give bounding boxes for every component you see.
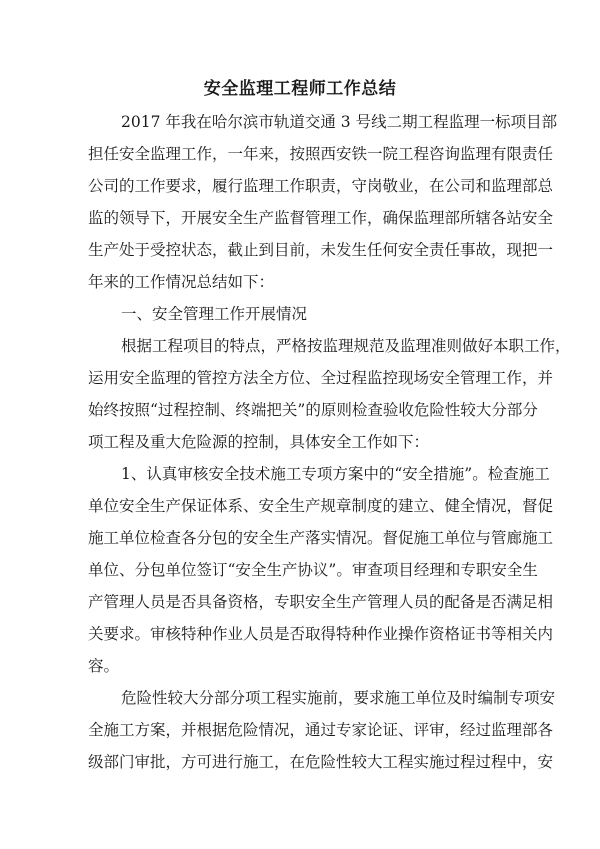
section-heading: 一、安全管理工作开展情况: [121, 305, 308, 323]
paragraph-line: 运用安全监理的管控方法全方位、全过程监控现场安全管理工作，并: [88, 369, 554, 387]
paragraph-line: 单位安全生产保证体系、安全生产规章制度的建立、健全情况，督促: [88, 497, 554, 515]
document-title: 安全监理工程师工作总结: [203, 79, 397, 99]
paragraph-line: 担任安全监理工作，一年来，按照西安铁一院工程咨询监理有限责任: [88, 145, 554, 163]
paragraph-line: 全施工方案，并根据危险情况，通过专家论证、评审，经过监理部各: [88, 721, 554, 739]
paragraph-line: 公司的工作要求，履行监理工作职责，守岗敬业，在公司和监理部总: [88, 177, 554, 195]
paragraph-line: 1、认真审核安全技术施工专项方案中的“安全措施”。检查施工: [121, 465, 550, 483]
paragraph-line: 容。: [88, 657, 120, 675]
paragraph-line: 年来的工作情况总结如下：: [88, 273, 275, 291]
paragraph-line: 根据工程项目的特点，严格按监理规范及监理准则做好本职工作，: [121, 337, 571, 355]
paragraph-line: 2017 年我在哈尔滨市轨道交通 3 号线二期工程监理一标项目部: [121, 113, 558, 131]
paragraph-line: 监的领导下，开展安全生产监督管理工作，确保监理部所辖各站安全: [88, 209, 554, 227]
paragraph-line: 施工单位检查各分包的安全生产落实情况。督促施工单位与管廊施工: [88, 529, 554, 547]
paragraph-line: 关要求。审核特种作业人员是否取得特种作业操作资格证书等相关内: [88, 625, 554, 643]
paragraph-line: 危险性较大分部分项工程实施前，要求施工单位及时编制专项安: [121, 689, 556, 707]
paragraph-line: 项工程及重大危险源的控制，具体安全工作如下：: [88, 433, 430, 451]
paragraph-line: 级部门审批，方可进行施工，在危险性较大工程实施过程过程中，安: [88, 753, 554, 771]
paragraph-line: 产管理人员是否具备资格，专职安全生产管理人员的配备是否满足相: [88, 593, 554, 611]
paragraph-line: 始终按照“过程控制、终端把关”的原则检查验收危险性较大分部分: [88, 401, 538, 419]
paragraph-line: 单位、分包单位签订“安全生产协议”。审查项目经理和专职安全生: [88, 561, 538, 579]
paragraph-line: 生产处于受控状态，截止到目前，未发生任何安全责任事故，现把一: [88, 241, 554, 259]
